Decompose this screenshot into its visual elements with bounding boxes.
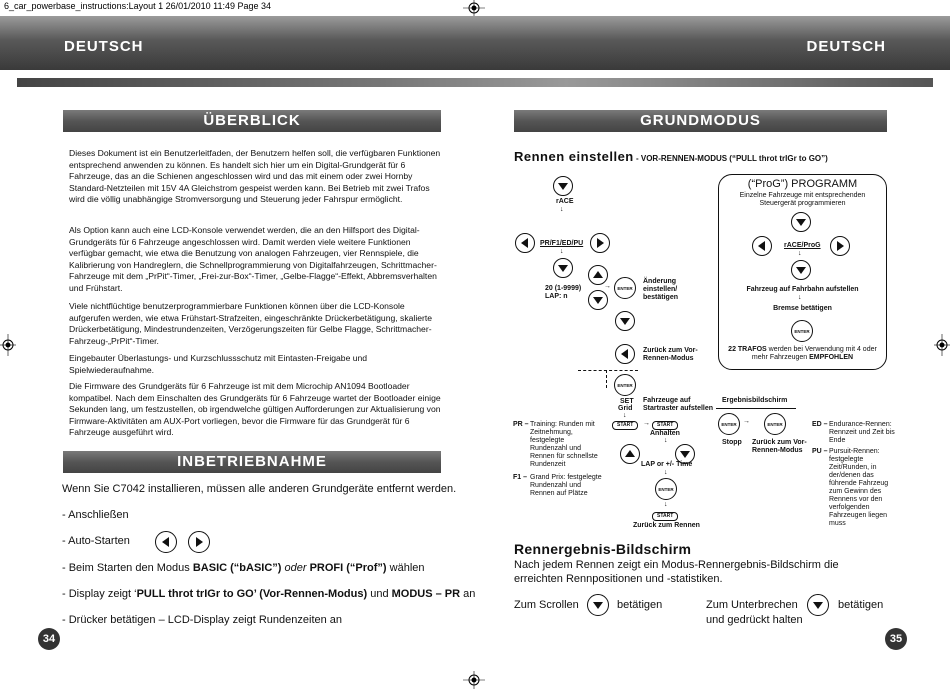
overview-paragraph-4: Eingebauter Überlastungs- und Kurzschlussschutz mit Eintasten-Freigabe und Spielwiederaufnahme. — [69, 353, 368, 375]
down-arrow-button-icon — [615, 311, 635, 331]
abort-instruction-hold: und gedrückt halten — [706, 614, 803, 626]
scroll-instruction-label: Zum Scrollen — [514, 599, 579, 611]
enter-button-icon: ENTER — [614, 374, 636, 396]
trafos-text: werden bei Verwendung mit 4 oder mehr Fahrzeugen — [751, 346, 877, 361]
rennen-subtitle: - VOR-RENNEN-MODUS (“PULL throt trIGr to GO”) — [633, 154, 828, 163]
results-section-title: Rennergebnis-Bildschirm — [514, 541, 692, 557]
setup-step-connect: - Anschließen — [62, 509, 129, 521]
page-number-right: 35 — [885, 628, 907, 650]
start-button-icon: START — [652, 512, 678, 521]
label-lap-time: LAP or +/- Time — [641, 461, 693, 468]
header-bar — [0, 16, 950, 70]
label-race-prog: rACE/ProG — [784, 242, 821, 249]
left-arrow-button-icon — [615, 344, 635, 364]
step-text: und — [367, 588, 392, 600]
def-text-f1: Grand Prix: festgelegte Rundenzahl und Rennen auf Plätze — [530, 474, 602, 497]
down-arrow-button-icon — [791, 212, 811, 232]
left-arrow-button-icon — [752, 236, 772, 256]
def-text-ed: Endurance-Rennen: Rennzeit und Zeit bis Ende — [829, 421, 895, 444]
header-language-right: DEUTSCH — [806, 38, 886, 55]
header-language-left: DEUTSCH — [64, 38, 144, 55]
results-description: Nach jedem Rennen zeigt ein Modus-Rennergebnis-Bildschirm die erreichten Rennpositionen und -statistiken. — [514, 559, 839, 585]
down-arrow-button-icon — [587, 594, 609, 616]
enter-button-icon: ENTER — [791, 320, 813, 342]
flow-arrow-icon: ↓ — [664, 437, 668, 444]
step-text: an — [460, 588, 476, 600]
abort-instruction-action: betätigen — [838, 599, 884, 611]
def-key-pr: PR – — [513, 421, 529, 428]
label-lap-range: 20 (1-9999) — [545, 285, 582, 292]
flow-arrow-icon: → — [604, 283, 611, 290]
step-text: wählen — [386, 562, 425, 574]
trafos-note — [726, 346, 879, 362]
dashed-connector — [578, 370, 638, 371]
flow-arrow-icon: ↓ — [798, 294, 802, 301]
label-race-modes: PR/F1/ED/PU — [540, 240, 584, 247]
overview-paragraph-3: Viele nichtflüchtige benutzerprogrammierbare Funktionen können über die LCD-Konsole aufgerufen werden, wie etwa Frühstart-Strafzeiten, eingeschränkte Drückerbetätigung, skalierte Drückerbetätigung, Mindestrundenzeiten, Verzögerungszeiten für Gelbe Flagge, Schrittmacher-Fahrzeug-„PrPit“-Timer. — [69, 301, 433, 346]
registration-mark-icon — [0, 334, 16, 356]
def-key-f1: F1 – — [513, 474, 528, 481]
down-arrow-button-icon — [807, 594, 829, 616]
flow-arrow-icon: ↓ — [560, 206, 564, 213]
label-stop: Anhalten — [650, 430, 680, 437]
mode-pr: MODUS – PR — [391, 588, 461, 600]
down-arrow-button-icon — [553, 258, 573, 278]
setup-intro: Wenn Sie C7042 installieren, müssen alle anderen Grundgeräte entfernt werden. — [62, 483, 457, 495]
def-text-pr: Training: Runden mit Zeitnehmung, festgelegte Rundenzahl und Rennen für schnellste Rundenzeit — [530, 421, 598, 468]
label-set: SET — [620, 398, 634, 405]
header-divider-strip — [17, 78, 933, 87]
rennen-heading — [514, 148, 828, 166]
def-key-pu: PU – — [812, 448, 828, 455]
overview-paragraph-2: Als Option kann auch eine LCD-Konsole verwendet werden, die an den Hilfsport des Digital-Grundgeräts für 6 Fahrzeuge angeschlossen wird. Damit werden viele weitere Funktionen verfügbar gemacht, wie etwa die Benutzung von analogen Fahrzeugen, vier Rennspiele, die Kalibrierung von Handreglern, die Schnellprogrammierung von Digitalfahrzeugen, Schrittmacher-Fahrzeuge mit dem „PrPit“-Timer, „Frei-zur-Box“-Timer, „Gelbe-Flagge“-Effekt, Abbremsverhalten und Frühstart. — [69, 225, 437, 293]
overview-paragraph-5: Die Firmware des Grundgeräts für 6 Fahrzeuge ist mit dem Microchip AN1094 Bootloader kompatibel. Nach dem Einschalten des Grundgeräts für 6 Fahrzeuge wartet der Bootloader einige Sekunden lang, um festzustellen, ob irgendwelche gültigen Aufforderungen zur Aktualisierung von Firmware-Aktivitäten am AUX-Port vorliegen, bevor die Firmware für das Grundgerät für 6 Fahrzeuge ausgeführt wird. — [69, 381, 441, 438]
flow-arrow-icon: → — [643, 420, 650, 427]
label-grid: Grid — [618, 405, 633, 412]
up-arrow-button-icon — [620, 444, 640, 464]
flow-arrow-icon: ↓ — [664, 501, 668, 508]
registration-mark-icon — [463, 671, 485, 689]
step-text: - Beim Starten den Modus — [62, 562, 193, 574]
up-arrow-button-icon — [588, 265, 608, 285]
label-stopp: Stopp — [722, 439, 742, 446]
label-car-on-track: Fahrzeug auf Fahrbahn aufstellen — [746, 286, 859, 293]
right-arrow-button-icon — [188, 531, 210, 553]
label-change-confirm: Änderung einstellen/ bestätigen — [643, 278, 679, 301]
print-slug: 6_car_powerbase_instructions:Layout 1 26/01/2010 11:49 Page 34 — [4, 1, 272, 11]
enter-button-icon: ENTER — [764, 413, 786, 435]
setup-step-mode-select — [62, 562, 425, 574]
trafos-recommended: EMPFOHLEN — [809, 354, 854, 361]
setup-step-trigger: - Drücker betätigen – LCD-Display zeigt Rundenzeiten an — [62, 614, 343, 626]
step-text: oder — [281, 562, 310, 574]
program-description: Einzelne Fahrzeuge mit entsprechenden Steuergerät programmieren — [739, 192, 866, 207]
scroll-instruction-action: betätigen — [617, 599, 663, 611]
enter-button-icon: ENTER — [655, 478, 677, 500]
flow-arrow-icon: ↓ — [623, 412, 627, 419]
dashed-connector — [606, 370, 607, 388]
label-back-pre-race: Zurück zum Vor-Rennen-Modus — [643, 347, 698, 362]
flow-arrow-icon: → — [743, 418, 750, 425]
connector-line — [716, 408, 796, 409]
label-back-to-race: Zurück zum Rennen — [633, 522, 700, 529]
display-message: PULL throt trIGr to GO’ (Vor-Rennen-Modus) — [136, 588, 368, 600]
flow-arrow-icon: ↓ — [560, 248, 564, 255]
def-key-ed: ED – — [812, 421, 828, 428]
right-arrow-button-icon — [590, 233, 610, 253]
label-back-pre-race-2: Zurück zum Vor-Rennen-Modus — [752, 439, 807, 454]
label-results-screen: Ergebnisbildschirm — [722, 397, 788, 404]
start-button-icon: START — [612, 421, 638, 430]
program-title: (“ProG”) PROGRAMM — [747, 178, 858, 190]
overview-paragraph-1: Dieses Dokument ist ein Benutzerleitfaden, der Benutzern helfen soll, die verfügbaren Funktionen entsprechend anwenden zu können. Es handelt sich hier um ein Digital-Grundgerät für 6 Fahrzeuge, das an die Schienen angeschlossen wird und das mit einem oder zwei Hornby Standard-Netzteilen mit 15V 4A Gleichstrom gespeist werden kann. Bei Betrieb mit zwei Trafos wird die völlig unabhängige Stromversorgung und Steuerung jeder Fahrspur ermöglicht. — [69, 148, 441, 205]
down-arrow-button-icon — [791, 260, 811, 280]
flow-arrow-icon: ↓ — [664, 469, 668, 476]
abort-instruction-label: Zum Unterbrechen — [706, 599, 798, 611]
right-arrow-button-icon — [830, 236, 850, 256]
label-lap-count: LAP: n — [545, 293, 568, 300]
left-arrow-button-icon — [155, 531, 177, 553]
section-title-grundmodus: GRUNDMODUS — [514, 110, 887, 132]
enter-button-icon: ENTER — [614, 277, 636, 299]
setup-step-autostart: - Auto-Starten — [62, 535, 130, 547]
section-title-ueberblick: ÜBERBLICK — [63, 110, 441, 132]
left-arrow-button-icon — [515, 233, 535, 253]
down-arrow-button-icon — [553, 176, 573, 196]
registration-mark-icon — [463, 0, 485, 16]
page-number-left: 34 — [38, 628, 60, 650]
trafos-count: 22 TRAFOS — [728, 346, 767, 353]
label-cars-start-grid: Fahrzeuge auf Startraster aufstellen — [643, 397, 714, 412]
section-title-inbetriebnahme: INBETRIEBNAHME — [63, 451, 441, 473]
start-button-icon: START — [652, 421, 678, 430]
rennen-title: Rennen einstellen — [514, 149, 634, 164]
registration-mark-icon — [934, 334, 950, 356]
mode-basic: BASIC (“bASIC”) — [192, 562, 282, 574]
flow-arrow-icon: ↓ — [798, 250, 802, 257]
label-brake: Bremse betätigen — [773, 305, 832, 312]
step-text: - Display zeigt ‘ — [62, 588, 137, 600]
label-race: rACE — [556, 198, 574, 205]
setup-step-display — [62, 588, 475, 600]
down-arrow-button-icon — [588, 290, 608, 310]
def-text-pu: Pursuit-Rennen: festgelegte Zeit/Runden, in der/denen das führende Fahrzeug zum Gewinn des Rennens vor den verfolgenden Fahrzeugen liegen muss — [829, 448, 889, 527]
enter-button-icon: ENTER — [718, 413, 740, 435]
mode-profi: PROFI (“Prof”) — [309, 562, 387, 574]
